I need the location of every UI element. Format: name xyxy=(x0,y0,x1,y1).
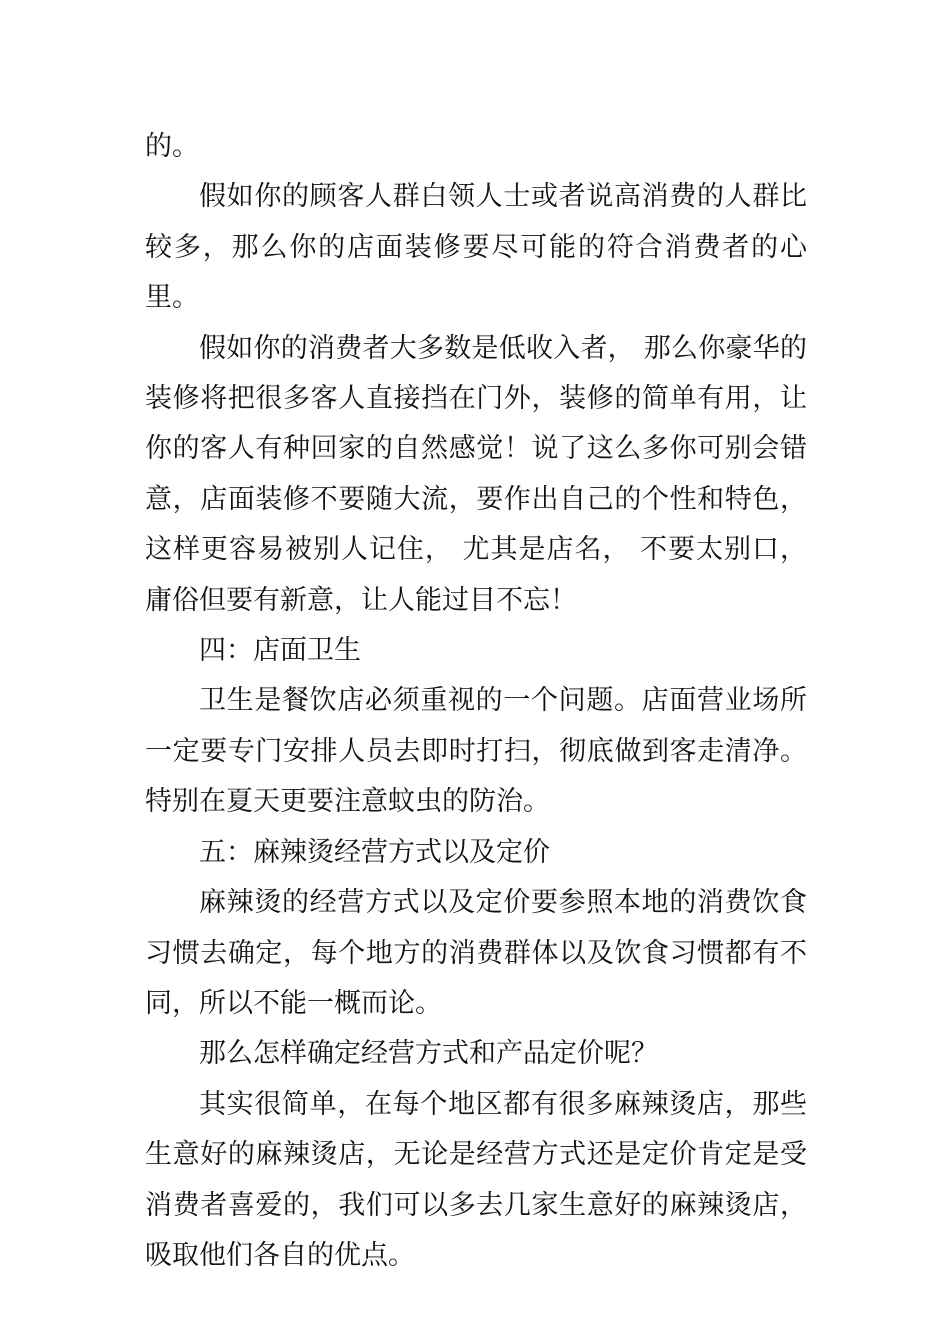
section-heading-operation-pricing: 五：麻辣烫经营方式以及定价 xyxy=(199,836,550,868)
section-heading-hygiene: 四：店面卫生 xyxy=(199,635,361,667)
paragraph-white-collar-customers: 假如你的顾客人群白领人士或者说高消费的人群比较多，那么你的店面装修要尽可能的符合消费者的心里。 xyxy=(145,181,807,314)
body-text xyxy=(145,122,807,1281)
paragraph-operation-pricing: 麻辣烫的经营方式以及定价要参照本地的消费饮食习惯去确定，每个地方的消费群体以及饮食习惯都有不同，所以不能一概而论。 xyxy=(145,887,807,1019)
paragraph-answer: 其实很简单，在每个地区都有很多麻辣烫店，那些生意好的麻辣烫店，无论是经营方式还是定价肯定是受消费者喜爱的，我们可以多去几家生意好的麻辣烫店，吸取他们各自的优点。 xyxy=(145,1088,807,1271)
paragraph-question: 那么怎样确定经营方式和产品定价呢？ xyxy=(199,1038,658,1070)
paragraph-continuation: 的。 xyxy=(145,131,199,162)
paragraph-low-income-customers: 假如你的消费者大多数是低收入者， 那么你豪华的装修将把很多客人直接挡在门外，装修的简单有用，让你的客人有种回家的自然感觉！说了这么多你可别会错意，店面装修不要随大流，要作出自己的个性和特色，这样更容易被别人记住， 尤其是店名， 不要太别口， 庸俗但要有新意，让人能过目不忘！ xyxy=(145,332,807,616)
paragraph-hygiene: 卫生是餐饮店必须重视的一个问题。店面营业场所一定要专门安排人员去即时打扫，彻底做到客走清净。特别在夏天更要注意蚊虫的防治。 xyxy=(145,685,807,818)
